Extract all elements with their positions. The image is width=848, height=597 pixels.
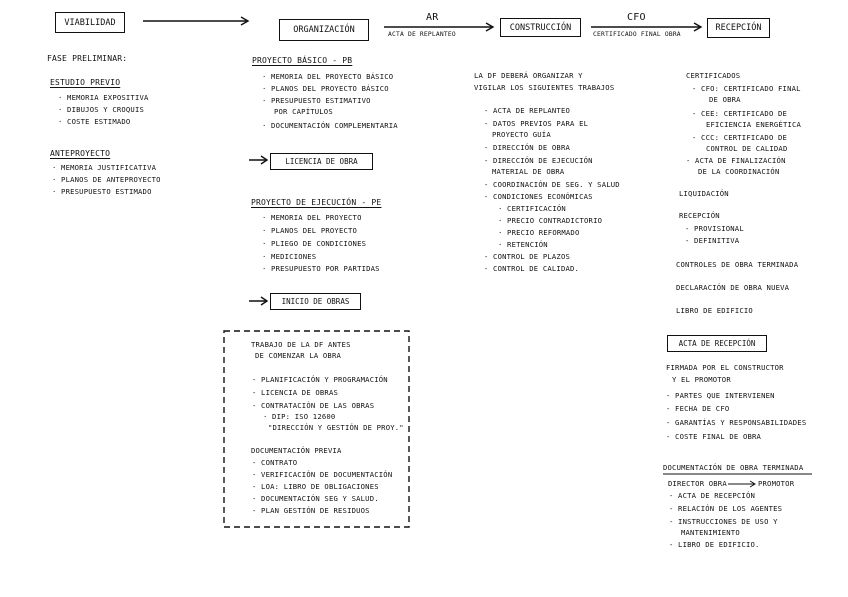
- pe-item: · MEMORIA DEL PROYECTO: [262, 213, 362, 222]
- pb-item: POR CAPÍTULOS: [274, 107, 333, 116]
- cert-item: DE LA COORDINACIÓN: [698, 167, 780, 176]
- cons-intro-line2: VIGILAR LOS SIGUIENTES TRABAJOS: [474, 83, 615, 92]
- doc-terminada-item: MANTENIMIENTO: [681, 528, 740, 537]
- doc-previa-item: - DOCUMENTACIÓN SEG Y SALUD.: [252, 494, 379, 503]
- doc-terminada-item: - LIBRO DE EDIFICIO.: [669, 540, 760, 549]
- fase-preliminar: FASE PRELIMINAR:: [47, 54, 128, 63]
- cert-item: - CFO: CERTIFICADO FINAL: [692, 84, 801, 93]
- anteproyecto-title: ANTEPROYECTO: [50, 149, 111, 158]
- acta-item: - PARTES QUE INTERVIENEN: [666, 391, 775, 400]
- pe-title: PROYECTO DE EJECUCIÓN - PE: [251, 198, 382, 207]
- cfo-sublabel: CERTIFICADO FINAL OBRA: [593, 31, 681, 38]
- ar-sublabel: ACTA DE REPLANTEO: [388, 31, 456, 38]
- dashed-item: - CONTRATACIÓN DE LAS OBRAS: [252, 401, 375, 410]
- recepcion-title: RECEPCIÓN: [679, 211, 720, 220]
- cons-item: MATERIAL DE OBRA: [492, 167, 565, 176]
- cert-item: - ACTA DE FINALIZACIÓN: [686, 156, 786, 165]
- acta-intro-line1: FIRMADA POR EL CONSTRUCTOR: [666, 363, 784, 372]
- pe-item: · PLANOS DEL PROYECTO: [262, 226, 358, 235]
- cons-item: - COORDINACIÓN DE SEG. Y SALUD: [484, 180, 620, 189]
- doc-terminada-item: - INSTRUCCIONES DE USO Y: [669, 517, 778, 526]
- cons-item: - DATOS PREVIOS PARA EL: [484, 119, 589, 128]
- doc-previa-title: DOCUMENTACIÓN PREVIA: [251, 446, 342, 455]
- liquidacion: LIQUIDACIÓN: [679, 189, 729, 198]
- cert-item: DE OBRA: [709, 95, 741, 104]
- recepcion-item: - DEFINITIVA: [685, 236, 740, 245]
- cons-end-item: - CONTROL DE CALIDAD.: [484, 264, 580, 273]
- dashed-item: · DIP: ISO 12600: [263, 412, 336, 421]
- doc-terminada-item: - RELACIÓN DE LOS AGENTES: [669, 504, 783, 513]
- ar-label: AR: [426, 12, 439, 23]
- dashed-item: - LICENCIA DE OBRAS: [252, 388, 339, 397]
- pe-item: · PRESUPUESTO POR PARTIDAS: [262, 264, 380, 273]
- cert-item: - CEE: CERTIFICADO DE: [692, 109, 788, 118]
- certificados-title: CERTIFICADOS: [686, 71, 741, 80]
- acta-recepcion-box: ACTA DE RECEPCIÓN: [667, 335, 767, 352]
- pb-item: · MEMORIA DEL PROYECTO BÁSICO: [262, 72, 394, 81]
- doc-previa-item: - CONTRATO: [252, 458, 298, 467]
- controles-obra: CONTROLES DE OBRA TERMINADA: [676, 260, 799, 269]
- stage-recepcion: RECEPCIÓN: [707, 18, 770, 38]
- pe-item: · PLIEGO DE CONDICIONES: [262, 239, 367, 248]
- acta-intro-line2: Y EL PROMOTOR: [672, 375, 731, 384]
- estudio-item: · COSTE ESTIMADO: [58, 117, 131, 126]
- pb-title: PROYECTO BÁSICO - PB: [252, 56, 353, 65]
- stage-construccion: CONSTRUCCIÓN: [500, 18, 581, 37]
- cons-item: - CONDICIONES ECONÓMICAS: [484, 192, 593, 201]
- doc-previa-item: - LOA: LIBRO DE OBLIGACIONES: [252, 482, 379, 491]
- dashed-item: - PLANIFICACIÓN Y PROGRAMACIÓN: [252, 375, 388, 384]
- cert-item: EFICIENCIA ENERGÉTICA: [706, 120, 802, 129]
- estudio-item: · MEMORIA EXPOSITIVA: [58, 93, 149, 102]
- pe-item: · MEDICIONES: [262, 252, 317, 261]
- inicio-obras-box: INICIO DE OBRAS: [270, 293, 361, 310]
- pb-item: · PLANOS DEL PROYECTO BÁSICO: [262, 84, 389, 93]
- cons-sub-item: · PRECIO CONTRADICTORIO: [498, 216, 603, 225]
- cons-sub-item: · PRECIO REFORMADO: [498, 228, 580, 237]
- recepcion-item: - PROVISIONAL: [685, 224, 744, 233]
- dashed-item: "DIRECCIÓN Y GESTIÓN DE PROY.": [268, 423, 404, 432]
- cons-item: PROYECTO GUÍA: [492, 130, 551, 139]
- acta-item: - FECHA DE CFO: [666, 404, 730, 413]
- cfo-label: CFO: [627, 12, 646, 23]
- acta-item: - GARANTÍAS Y RESPONSABILIDADES: [666, 418, 807, 427]
- declaracion-obra: DECLARACIÓN DE OBRA NUEVA: [676, 283, 790, 292]
- doc-previa-item: - VERIFICACIÓN DE DOCUMENTACIÓN: [252, 470, 393, 479]
- doc-terminada-item: - ACTA DE RECEPCIÓN: [669, 491, 756, 500]
- stage-organizacion: ORGANIZACIÓN: [279, 19, 369, 41]
- cons-item: - DIRECCIÓN DE EJECUCIÓN: [484, 156, 593, 165]
- cons-end-item: - CONTROL DE PLAZOS: [484, 252, 571, 261]
- doc-promotor: PROMOTOR: [758, 479, 795, 488]
- cons-intro-line1: LA DF DEBERÁ ORGANIZAR Y: [474, 71, 583, 80]
- cons-item: - ACTA DE REPLANTEO: [484, 106, 571, 115]
- estudio-item: · DIBUJOS Y CROQUIS: [58, 105, 145, 114]
- anteproyecto-item: · PRESUPUESTO ESTIMADO: [52, 187, 152, 196]
- acta-item: - COSTE FINAL DE OBRA: [666, 432, 762, 441]
- anteproyecto-item: · MEMORIA JUSTIFICATIVA: [52, 163, 157, 172]
- pb-item: · DOCUMENTACIÓN COMPLEMENTARIA: [262, 121, 398, 130]
- dashed-title-line2: DE COMENZAR LA OBRA: [255, 351, 342, 360]
- licencia-obra-box: LICENCIA DE OBRA: [270, 153, 373, 170]
- doc-director: DIRECTOR OBRA: [668, 479, 727, 488]
- doc-previa-item: - PLAN GESTIÓN DE RESIDUOS: [252, 506, 370, 515]
- libro-edificio: LIBRO DE EDIFICIO: [676, 306, 753, 315]
- pb-item: · PRESUPUESTO ESTIMATIVO: [262, 96, 371, 105]
- dashed-title-line1: TRABAJO DE LA DF ANTES: [251, 340, 351, 349]
- cons-item: - DIRECCIÓN DE OBRA: [484, 143, 571, 152]
- cert-item: CONTROL DE CALIDAD: [706, 144, 788, 153]
- cons-sub-item: · RETENCIÓN: [498, 240, 548, 249]
- cons-sub-item: · CERTIFICACIÓN: [498, 204, 566, 213]
- estudio-previo-title: ESTUDIO PREVIO: [50, 78, 121, 87]
- cert-item: - CCC: CERTIFICADO DE: [692, 133, 788, 142]
- stage-viabilidad: VIABILIDAD: [55, 12, 125, 33]
- anteproyecto-item: · PLANOS DE ANTEPROYECTO: [52, 175, 161, 184]
- doc-terminada-title: DOCUMENTACIÓN DE OBRA TERMINADA: [663, 463, 804, 472]
